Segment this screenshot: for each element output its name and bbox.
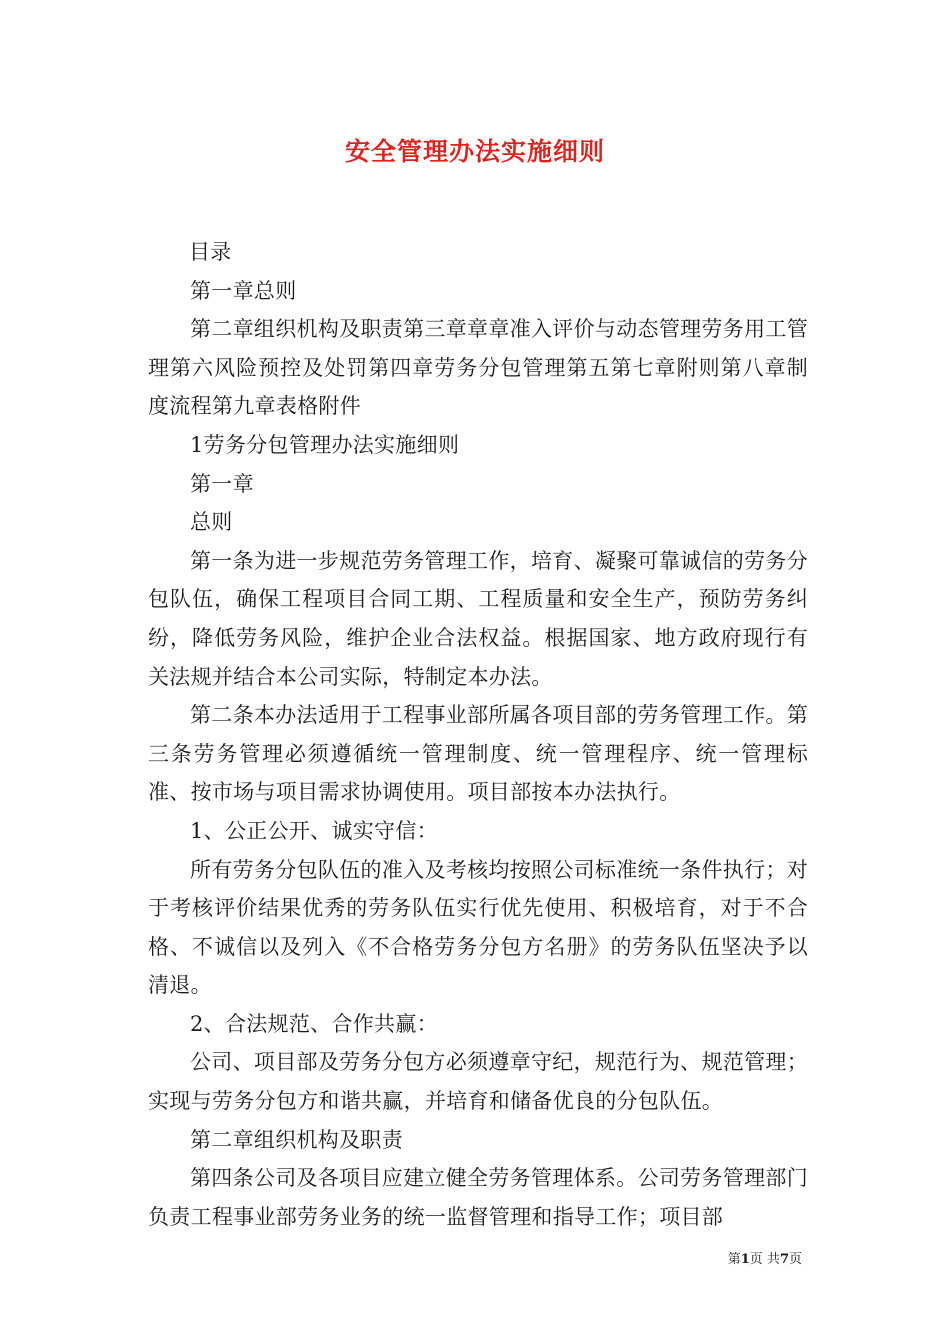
article-2-3-paragraph: 第二条本办法适用于工程事业部所属各项目部的劳务管理工作。第三条劳务管理必须遵循统一管理制度、统一管理程序、统一管理标准、按市场与项目需求协调使用。项目部按本办法执行。 — [148, 703, 808, 805]
footer-suffix: 页 — [788, 1252, 802, 1267]
principle-2-heading: 2、合法规范、合作共赢： — [190, 1011, 438, 1036]
toc-entry-list: 第二章组织机构及职责第三章章章准入评价与动态管理劳务用工管理第六风险预控及处罚第四章劳务分包管理第五第七章附则第八章制度流程第九章表格附件 — [148, 317, 808, 419]
principle-1-paragraph: 所有劳务分包队伍的准入及考核均按照公司标准统一条件执行；对于考核评价结果优秀的劳务队伍实行优先使用、积极培育，对于不合格、不诚信以及列入《不合格劳务分包方名册》的劳务队伍坚决予以清退。 — [148, 857, 808, 998]
chapter-2-heading: 第二章组织机构及职责 — [190, 1127, 403, 1152]
chapter-heading: 第一章 — [190, 471, 254, 496]
principle-2-paragraph: 公司、项目部及劳务分包方必须遵章守纪，规范行为、规范管理；实现与劳务分包方和谐共赢，并培育和储备优良的分包队伍。 — [148, 1050, 808, 1114]
toc-entry-chapter-1: 第一章总则 — [190, 278, 297, 303]
article-1-paragraph: 第一条为进一步规范劳务管理工作，培育、凝聚可靠诚信的劳务分包队伍，确保工程项目合同工期、工程质量和安全生产，预防劳务纠纷，降低劳务风险，维护企业合法权益。根据国家、地方政府现行有关法规并结合本公司实际，特制定本办法。 — [148, 548, 808, 689]
footer-total-pages: 7 — [779, 1252, 789, 1267]
document-title: 安全管理办法实施细则 — [344, 137, 605, 166]
document-body — [148, 233, 808, 1236]
principle-1-heading: 1、公正公开、诚实守信： — [190, 818, 438, 843]
footer-prefix: 第 — [727, 1252, 741, 1267]
page-footer — [728, 1248, 802, 1267]
chapter-name: 总则 — [190, 510, 233, 535]
article-4-paragraph: 第四条公司及各项目应建立健全劳务管理体系。公司劳务管理部门负责工程事业部劳务业务的统一监督管理和指导工作；项目部 — [148, 1166, 808, 1229]
section-heading-subtitle: 1劳务分包管理办法实施细则 — [190, 432, 460, 457]
footer-middle: 页 共 — [749, 1252, 780, 1267]
footer-current-page: 1 — [740, 1252, 750, 1267]
toc-heading: 目录 — [188, 240, 232, 264]
